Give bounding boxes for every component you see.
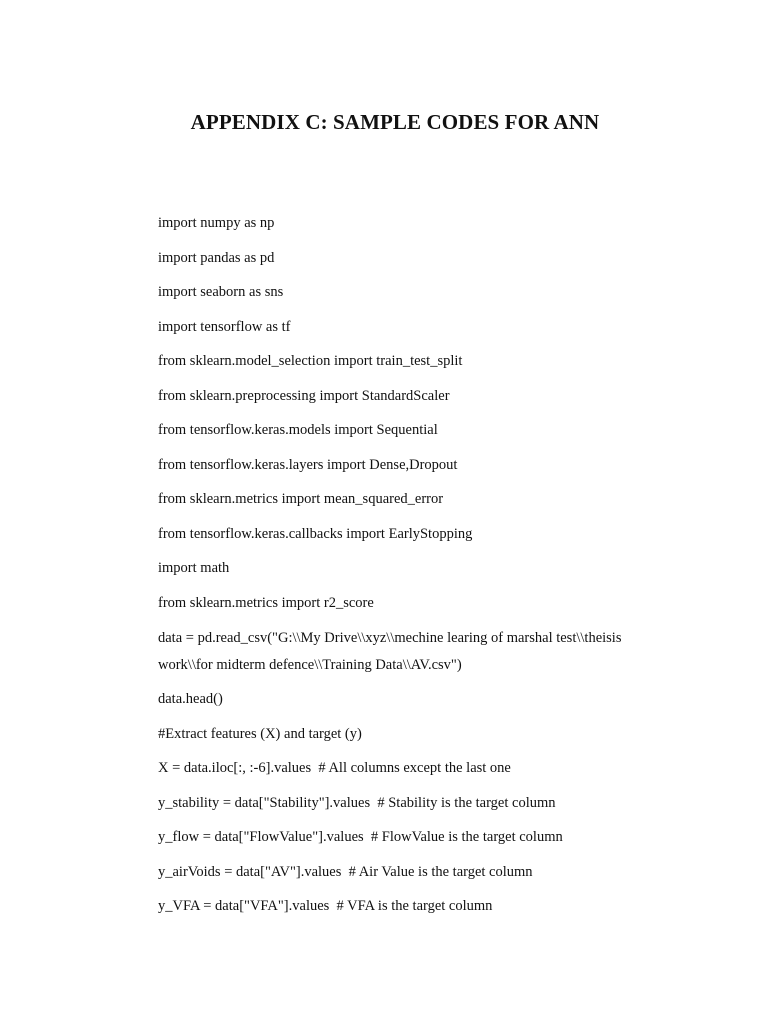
code-line: from sklearn.metrics import r2_score [158, 595, 374, 612]
code-line: data = pd.read_csv("G:\\My Drive\\xyz\\mechine learing of marshal test\\theisis [158, 629, 622, 646]
code-line: X = data.iloc[:, :-6].values # All columns except the last one [158, 760, 511, 777]
code-line: y_VFA = data["VFA"].values # VFA is the target column [158, 898, 493, 915]
code-line: import math [158, 560, 230, 577]
code-listing [158, 213, 718, 931]
code-line: y_stability = data["Stability"].values # Stability is the target column [158, 794, 556, 811]
code-line: from tensorflow.keras.layers import Dense,Dropout [158, 456, 458, 473]
code-line: from sklearn.model_selection import train_test_split [158, 353, 463, 370]
code-line: import pandas as pd [158, 249, 275, 266]
code-line: #Extract features (X) and target (y) [158, 725, 362, 742]
code-line: import seaborn as sns [158, 284, 284, 301]
code-line: y_flow = data["FlowValue"].values # FlowValue is the target column [158, 829, 563, 846]
code-line: data.head() [158, 691, 223, 708]
code-line: work\\for midterm defence\\Training Data\\AV.csv") [158, 656, 462, 673]
code-line: from tensorflow.keras.callbacks import EarlyStopping [158, 525, 473, 542]
appendix-title: APPENDIX C: SAMPLE CODES FOR ANN [190, 110, 600, 134]
code-line: from sklearn.preprocessing import StandardScaler [158, 387, 450, 404]
code-line: y_airVoids = data["AV"].values # Air Value is the target column [158, 863, 533, 880]
code-line: import numpy as np [158, 215, 275, 231]
code-line: import tensorflow as tf [158, 318, 291, 335]
code-line: from sklearn.metrics import mean_squared_error [158, 491, 444, 508]
code-line: from tensorflow.keras.models import Sequential [158, 422, 438, 439]
